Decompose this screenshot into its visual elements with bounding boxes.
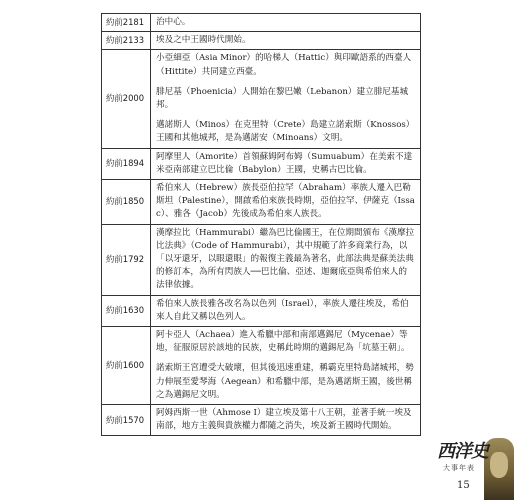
row-date: 約前1570 [102, 405, 151, 436]
row-description [151, 295, 421, 326]
description-paragraph: 治中心。 [156, 17, 191, 27]
description-paragraph: 希伯來人（Hebrew）族長亞伯拉罕（Abraham）率族人遷入巴勒斯坦（Palestine），開啟希伯來族長時期，亞伯拉罕、伊薩克（Issac）、雅各（Jacob）先後成為希伯來人族長。 [156, 183, 415, 220]
row-description [151, 327, 421, 405]
description-paragraph: 阿姆西斯一世（Ahmose I）建立埃及第十八王朝，並著手統一埃及南部，地方主義與貴族權力都隨之消失，埃及新王國時代開始。 [156, 408, 412, 432]
row-date: 約前2133 [102, 32, 151, 50]
description-paragraph: 腓尼基（Phoenicia）人開始在黎巴嫩（Lebanon）建立腓尼基城邦。 [156, 86, 409, 111]
table-row [102, 180, 421, 225]
description-paragraph: 漢摩拉比（Hammurabi）繼為巴比倫國王，在位期間頒布《漢摩拉比法典》（Code of Hammurabi），其中規範了許多商業行為，以「以牙還牙，以眼還眼」的報復主義最為著名，此部法典是蘇美法典的修訂本，為所有閃族人──巴比倫、亞述、迦爾底亞與希伯來人的法律依據。 [156, 227, 415, 291]
table-row [102, 327, 421, 405]
row-description [151, 148, 421, 179]
row-date: 約前1850 [102, 180, 151, 225]
row-description [151, 405, 421, 436]
table-row [102, 32, 421, 50]
table-row [102, 295, 421, 326]
row-description [151, 224, 421, 295]
page-number: 15 [457, 480, 470, 491]
description-paragraph: 埃及之中王國時代開始。 [156, 35, 251, 46]
table-row [102, 14, 421, 32]
row-description [151, 180, 421, 225]
row-description [151, 14, 421, 32]
description-paragraph: 阿卡亞人（Achaea）進入希臘中部和南部邁錫尼（Mycenae）等地，征服原居於該地的民族，史稱此時期的邁錫尼為「坑墓王朝」。 [156, 330, 410, 354]
row-date: 約前1630 [102, 295, 151, 326]
chronology-body [102, 14, 421, 436]
logo-subtitle: 大事年表 [443, 464, 475, 472]
chronology-table [101, 13, 421, 436]
table-row [102, 405, 421, 436]
row-date: 約前1600 [102, 327, 151, 405]
table-row [102, 50, 421, 148]
row-description [151, 50, 421, 148]
description-paragraph: 小亞細亞（Asia Minor）的哈梯人（Hattic）與印歐語系的西臺人（Hittite）共同建立西臺。 [156, 53, 412, 77]
series-logo [437, 438, 517, 500]
row-description [151, 32, 421, 50]
description-paragraph: 阿摩里人（Amorite）首領蘇姆阿布姆（Sumuabum）在美索不達米亞南部建立巴比倫（Babylon）王國，史稱古巴比倫。 [156, 151, 413, 175]
description-paragraph: 邁諾斯人（Minos）在克里特（Crete）島建立諾索斯（Knossos）王國和其他城邦，是為邁諾安（Minoans）文明。 [156, 120, 415, 144]
description-paragraph: 希伯來人族長雅各改名為以色列（Israel），率族人遷往埃及，希伯來人自此又稱以色列人。 [156, 298, 409, 322]
row-date: 約前2181 [102, 14, 151, 32]
row-date: 約前1792 [102, 224, 151, 295]
table-row [102, 224, 421, 295]
row-date: 約前1894 [102, 148, 151, 179]
row-date: 約前2000 [102, 50, 151, 148]
description-paragraph: 諾索斯王宮遭受大破壞，但其後迅速重建，稱霸克里特島諸城邦，勢力伸展至愛琴海（Aegean）和希臘中部，是為邁諾斯王國，後世稱之為邁錫尼文明。 [156, 363, 414, 400]
table-row [102, 148, 421, 179]
logo-title: 西洋史 [437, 441, 488, 462]
